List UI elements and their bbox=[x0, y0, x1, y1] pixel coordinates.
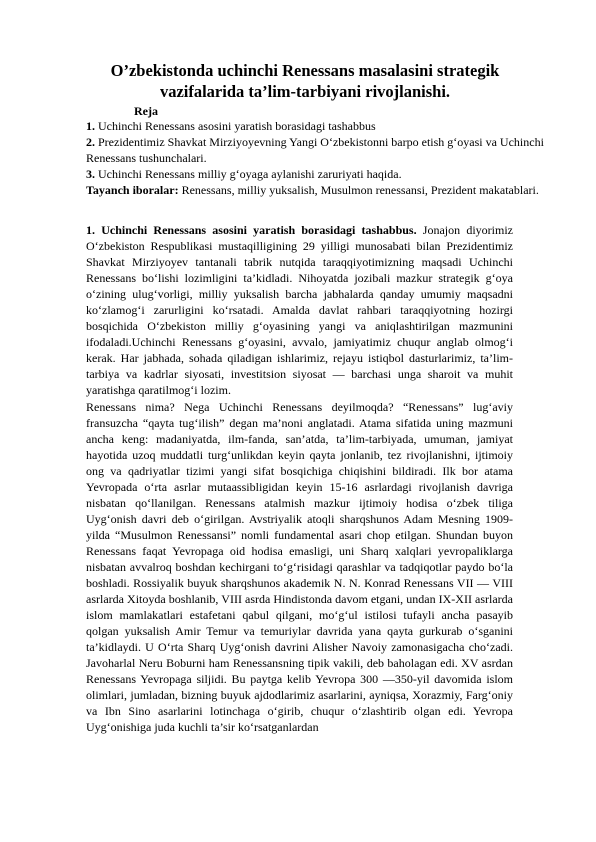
keywords-label: Tayanch iboralar: bbox=[86, 183, 179, 197]
document-title: O’zbekistonda uchinchi Renessans masalasini strategik vazifalarida ta’lim-tarbiyani rivojlanishi. bbox=[110, 61, 500, 101]
plan-item-number: 1. bbox=[86, 119, 95, 133]
plan-label: Reja bbox=[134, 104, 158, 118]
keywords bbox=[86, 182, 546, 198]
section-1-text: Jonajon diyorimiz O‘zbekiston Respublikasi mustaqilligining 29 yilligi munosabati bilan Prezidentimiz Shavkat Mirziyoyev tantanali tabrik nutqida taraqqiyotimizning maqsadi Uchinchi Renessans bo‘lishi lozimligini ta’kidladi. Nihoyatda jozibali mazkur strategik g‘oya o‘zining ulug‘vorligi, milliy yuksalish barcha jabhalarda qanday umumiy maqsadni ko‘zlamog‘i zarurligini ko‘rsatadi. Amalda davlat rahbari taraqqiyotning hozirgi bosqichida O‘zbekiston milliy g‘oyasining yangi va aniqlashtirilgan mazmunini ifodaladi.Uchinchi Renessans g‘oyasini, avvalo, jamiyatimiz chuqur anglab olmog‘i kerak. Har jabhada, sohada qiladigan ishlarimiz, rejayu istiqbol dasturlarimiz, ta’lim-tarbiya va kadrlar siyosati, investitsion siyosat — barchasi unga sharoit va muhit yaratishga qaratilmog‘i lozim. bbox=[86, 223, 513, 398]
plan-item bbox=[86, 166, 546, 182]
plan-item-text: Prezidentimiz Shavkat Mirziyoyevning Yangi O‘zbekistonni barpo etish g‘oyasi va Uchinchi Renessans tushunchalari. bbox=[86, 135, 544, 165]
section-1-heading: 1. Uchinchi Renessans asosini yaratish borasidagi tashabbus. bbox=[86, 223, 417, 237]
plan-item bbox=[86, 134, 546, 166]
document-body bbox=[86, 222, 513, 736]
section-1-paragraph bbox=[86, 222, 513, 399]
plan-item-text: Uchinchi Renessans asosini yaratish borasidagi tashabbus bbox=[95, 119, 376, 133]
plan-item bbox=[86, 118, 546, 134]
plan-item-number: 2. bbox=[86, 135, 95, 149]
plan-item-number: 3. bbox=[86, 167, 95, 181]
plan-item-text: Uchinchi Renessans milliy g‘oyaga aylanishi zaruriyati haqida. bbox=[95, 167, 402, 181]
keywords-text: Renessans, milliy yuksalish, Musulmon renessansi, Prezident makatablari. bbox=[178, 183, 539, 197]
plan-list bbox=[86, 118, 546, 198]
paragraph-2: Renessans nima? Nega Uchinchi Renessans deyilmoqda? “Renessans” lug‘aviy fransuzcha “qayta tug‘ilish” degan ma’noni anglatadi. Atama sifatida uning mazmuni ancha keng: madaniyatda, ilm-fanda, san’atda, ta’lim-tarbiyada, umuman, jamiyat hayotida uzoq muddatli turg‘unlikdan keyin qayta jonlanib, tez rivojlanishni, ijtimoiy ong va qadriyatlar tizimi yangi sifat bosqichiga chiqishini bildiradi. Ilk bor atama Yevropada o‘rta asrlar mutaassibligidan keyin 15-16 asrlardagi rivojlanish davriga nisbatan qo‘llanilgan. Renessans atalmish mazkur ijtimoiy hodisa o‘zbek tiliga Uyg‘onish davri deb o‘girilgan. Avstriyalik atoqli sharqshunos Adam Mesning 1909-yilda “Musulmon Renessansi” nomli fundamental asari chop etilgan. Shundan buyon Renessans faqat Yevropaga oid hodisa emasligi, uni Sharq xalqlari yevropaliklarga nisbatan avvalroq boshdan kechirgani to‘g‘risidagi qarashlar va tadqiqotlar paydo bo‘la boshladi. Rossiyalik buyuk sharqshunos akademik N. N. Konrad Renessans VII — VIII asrlarda Xitoyda boshlanib, VIII asrda Hindistonda davom etgani, undan IX-XII asrlarda islom mamlakatlari estafetani qabul qilgani, mo‘g‘ul istilosi tufayli ancha pasayib qolgan yuksalish Amir Temur va temuriylar davrida yana qayta gurkurab o‘sganini ta’kidlaydi. U O‘rta Sharq Uyg‘onish davrini Alisher Navoiy zamonasigacha cho‘zadi. Javoharlal Neru Boburni ham Renessansning tipik vakili, deb baholagan edi. XV asrdan Renessans Yevropaga siljidi. Bu paytga kelib Yevropa 300 —350-yil davomida islom olimlari, jumladan, bizning buyuk ajdodlarimiz asarlarini, ayniqsa, Xorazmiy, Farg‘oniy va Ibn Sino asarlarini lotinchaga o‘girib, chuqur o‘zlashtirib olgan edi. Yevropa Uyg‘onishiga juda kuchli ta’sir ko‘rsatganlardan bbox=[86, 399, 513, 735]
